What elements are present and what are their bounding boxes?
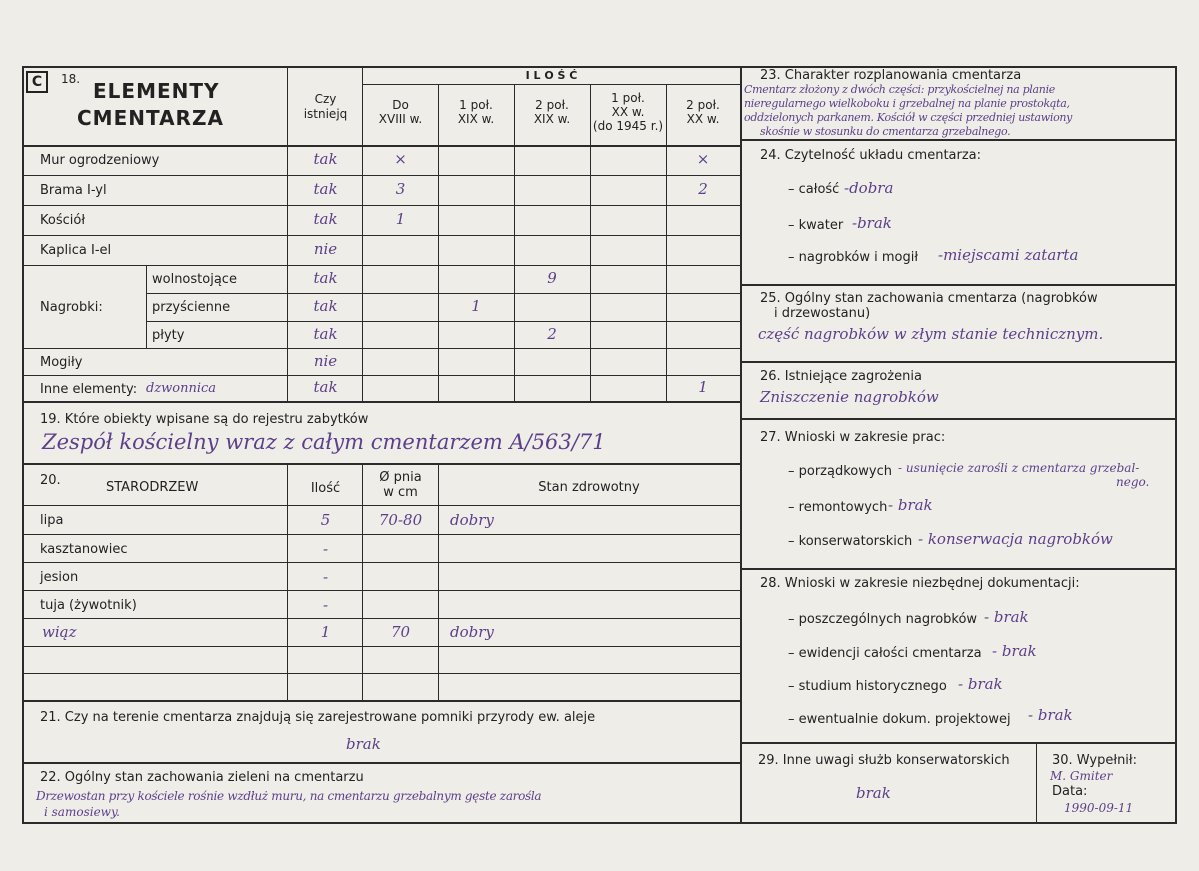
tree-ilosc: - <box>322 568 329 586</box>
grid-line <box>24 646 740 647</box>
col-header-line: Do <box>392 98 409 112</box>
tree-ilosc: - <box>322 540 329 558</box>
grid-line <box>24 235 740 236</box>
grid-line <box>590 84 591 402</box>
section-20-number: 20. <box>40 473 61 488</box>
grid-line <box>438 84 439 402</box>
grid-line <box>742 418 1175 420</box>
section-28-item-value: - brak <box>984 608 1029 626</box>
grid-line <box>24 463 740 465</box>
section-23-line: oddzielonych parkanem. Kościół w części przedniej ustawiony <box>744 111 1073 124</box>
tree-ilosc: 5 <box>320 511 331 529</box>
section-19-label: 19. Które obiekty wpisane są do rejestru zabytków <box>40 412 369 427</box>
count-cell: 1 <box>395 210 406 228</box>
col-header-line: 2 poł. <box>686 98 720 112</box>
section-19-value: Zespół kościelny wraz z całym cmentarzem A/563/71 <box>42 430 606 454</box>
frame-bottom-left <box>22 822 742 824</box>
count-cell: 1 <box>471 297 481 315</box>
row-label-inne: Inne elementy: <box>40 382 138 397</box>
section-27-item-value-cont: nego. <box>1116 475 1150 489</box>
section-27-item-label: – remontowych <box>788 500 888 515</box>
grid-line <box>24 700 740 702</box>
section-23-line: Cmentarz złożony z dwóch części: przykościelnej na planie <box>744 83 1055 96</box>
section-25-value: część nagrobków w złym stanie technicznym. <box>758 325 1104 343</box>
frame-right <box>1175 66 1177 824</box>
section-number: 18. <box>61 72 81 86</box>
count-cell: 2 <box>698 180 708 198</box>
czy-value: tak <box>313 325 338 343</box>
col-header-line: XIX w. <box>457 112 495 126</box>
czy-value: tak <box>313 297 338 315</box>
grid-line <box>363 84 740 85</box>
col-header-czy <box>288 92 363 122</box>
section-24-item-label: – nagrobków i mogił <box>788 250 919 265</box>
tree-pnia: 70-80 <box>378 511 423 529</box>
col-header-line: XX w. <box>611 105 645 119</box>
section-24-item-value: -brak <box>852 214 892 232</box>
count-cell: × <box>696 150 710 168</box>
grid-line <box>24 505 740 506</box>
section-28-item-label: – studium historycznego <box>788 679 947 694</box>
col-header-ilosc: I L O Ś Ć <box>525 69 578 82</box>
czy-value: tak <box>313 378 338 396</box>
col-header-line: XVIII w. <box>378 112 423 126</box>
grid-line <box>24 534 740 535</box>
section-28-item-value: - brak <box>992 642 1037 660</box>
tree-label-handwritten: wiąz <box>42 623 77 641</box>
section-badge: C <box>26 71 48 93</box>
row-label-kaplica: Kaplica I-el <box>40 243 112 258</box>
section-23-line: skośnie w stosunku do cmentarza grzebalnego. <box>760 125 1011 138</box>
row-label-wolnostojace: wolnostojące <box>152 272 237 287</box>
grid-line <box>438 464 439 700</box>
grid-line <box>24 762 740 764</box>
czy-value: tak <box>313 210 338 228</box>
section-27-item-label: – porządkowych <box>788 464 892 479</box>
grid-line <box>666 84 667 402</box>
grid-line <box>24 205 740 206</box>
grid-line <box>742 284 1175 286</box>
grid-line <box>24 562 740 563</box>
col-header-stan: Stan zdrowotny <box>538 480 640 495</box>
section-24-item-value: -dobra <box>844 179 894 197</box>
col-header-line: Ø pnia <box>379 470 422 485</box>
section-28-item-label: – poszczególnych nagrobków <box>788 612 978 627</box>
section-25-label-line1: 25. Ogólny stan zachowania cmentarza (nagrobków <box>760 291 1098 306</box>
col-header-1pol-xx <box>590 91 666 133</box>
grid-line <box>146 321 740 322</box>
column-divider <box>740 66 742 824</box>
section-24-label: 24. Czytelność układu cmentarza: <box>760 148 982 163</box>
section-21-label: 21. Czy na terenie cmentarza znajdują się zarejestrowane pomniki przyrody ew. aleje <box>40 710 596 725</box>
section-29-label: 29. Inne uwagi służb konserwatorskich <box>758 753 1010 768</box>
section-23-line: nieregularnego wielkoboku i grzebalnej na planie prostokąta, <box>744 97 1070 110</box>
section-28-item-label: – ewidencji całości cmentarza <box>788 646 982 661</box>
tree-ilosc: - <box>322 596 329 614</box>
col-header-ilosc: Ilość <box>310 481 341 496</box>
col-header-line: 1 poł. <box>459 98 493 112</box>
grid-line <box>742 361 1175 363</box>
section-30-date: 1990-09-11 <box>1064 801 1134 815</box>
section-24-item-value: -miejscami zatarta <box>938 246 1079 264</box>
section-30-name: M. Gmiter <box>1050 769 1113 783</box>
col-header-do-xviii <box>363 98 438 126</box>
czy-value: nie <box>313 352 338 370</box>
grid-line <box>514 84 515 402</box>
col-header-1pol-xix <box>438 98 514 126</box>
section-24-item-label: – całość <box>788 182 840 197</box>
section-24-item-label: – kwater <box>788 218 844 233</box>
section-20-title: STARODRZEW <box>106 480 199 495</box>
tree-label: kasztanowiec <box>40 542 128 557</box>
frame-bottom-right <box>740 822 1177 824</box>
grid-line <box>24 618 740 619</box>
section-29-value: brak <box>856 784 891 802</box>
tree-ilosc: 1 <box>320 623 331 641</box>
grid-line <box>146 293 740 294</box>
section-28-item-value: - brak <box>958 675 1003 693</box>
count-cell: 2 <box>547 325 557 343</box>
row-label-przyscienne: przyścienne <box>152 300 231 315</box>
section-26-value: Zniszczenie nagrobków <box>760 388 939 406</box>
section-27-item-label: – konserwatorskich <box>788 534 913 549</box>
frame-left <box>22 66 24 824</box>
tree-stan: dobry <box>450 623 494 641</box>
section-25-label-line2: i drzewostanu) <box>774 306 871 321</box>
row-label-mogily: Mogiły <box>40 355 83 370</box>
count-cell: 9 <box>547 269 557 287</box>
grid-line <box>24 375 740 376</box>
section-22-value-line1: Drzewostan przy kościele rośnie wzdłuż muru, na cmentarzu grzebalnym gęste zarośla <box>36 789 542 803</box>
col-header-line: 2 poł. <box>535 98 569 112</box>
grid-line <box>24 265 740 266</box>
col-header-czy-line1: Czy <box>314 92 337 106</box>
czy-value: tak <box>313 150 338 168</box>
czy-value: tak <box>313 180 338 198</box>
section-30-date-label: Data: <box>1052 784 1088 799</box>
section-21-value: brak <box>346 735 381 753</box>
col-header-czy-line2: istniejq <box>303 107 348 121</box>
grid-line <box>24 590 740 591</box>
grid-line <box>742 568 1175 570</box>
section-28-item-value: - brak <box>1028 706 1073 724</box>
tree-label: lipa <box>40 513 64 528</box>
section-23-label: 23. Charakter rozplanowania cmentarza <box>760 68 1022 83</box>
row-label-plyty: płyty <box>152 328 185 343</box>
col-header-line: w cm <box>383 485 418 500</box>
grid-line <box>24 401 740 403</box>
tree-label: jesion <box>40 570 79 585</box>
row-label-brama: Brama I-yl <box>40 183 107 198</box>
grid-line <box>24 348 740 349</box>
grid-line <box>24 175 740 176</box>
section-30-label: 30. Wypełnił: <box>1052 753 1137 768</box>
grid-line <box>146 266 147 348</box>
section-title-line2: CMENTARZA <box>77 106 224 130</box>
count-cell: 3 <box>395 180 406 198</box>
section-27-label: 27. Wnioski w zakresie prac: <box>760 430 946 445</box>
section-28-item-label: – ewentualnie dokum. projektowej <box>788 712 1011 727</box>
col-header-pnia <box>363 470 438 500</box>
col-header-2pol-xx <box>666 98 740 126</box>
grid-line <box>24 673 740 674</box>
section-28-label: 28. Wnioski w zakresie niezbędnej dokumentacji: <box>760 576 1080 591</box>
inne-handwritten: dzwonnica <box>146 381 217 396</box>
tree-pnia: 70 <box>390 623 411 641</box>
section-22-value-line2: i samosiewy. <box>44 805 120 819</box>
grid-line <box>1036 743 1037 823</box>
col-header-line: (do 1945 r.) <box>592 119 664 133</box>
grid-line <box>742 139 1175 141</box>
section-27-item-value: - brak <box>888 496 933 514</box>
section-title-line1: ELEMENTY <box>93 79 220 103</box>
row-label-nagrobki: Nagrobki: <box>40 300 103 315</box>
col-header-line: 1 poł. <box>611 91 645 105</box>
czy-value: tak <box>313 269 338 287</box>
col-header-2pol-xix <box>514 98 590 126</box>
count-cell: 1 <box>698 378 708 396</box>
col-header-line: XIX w. <box>533 112 571 126</box>
section-26-label: 26. Istniejące zagrożenia <box>760 369 922 384</box>
section-27-item-value: - konserwacja nagrobków <box>918 530 1113 548</box>
row-label-kosciol: Kościół <box>40 213 86 228</box>
section-22-label: 22. Ogólny stan zachowania zieleni na cmentarzu <box>40 770 364 785</box>
tree-label: tuja (żywotnik) <box>40 598 137 613</box>
section-27-item-value: - usunięcie zarośli z cmentarza grzebal- <box>898 461 1140 475</box>
count-cell: × <box>394 150 407 168</box>
czy-value: nie <box>313 240 338 258</box>
grid-line <box>742 742 1175 744</box>
grid-line <box>24 145 740 147</box>
col-header-line: XX w. <box>686 112 720 126</box>
tree-stan: dobry <box>450 511 494 529</box>
row-label-mur: Mur ogrodzeniowy <box>40 153 160 168</box>
